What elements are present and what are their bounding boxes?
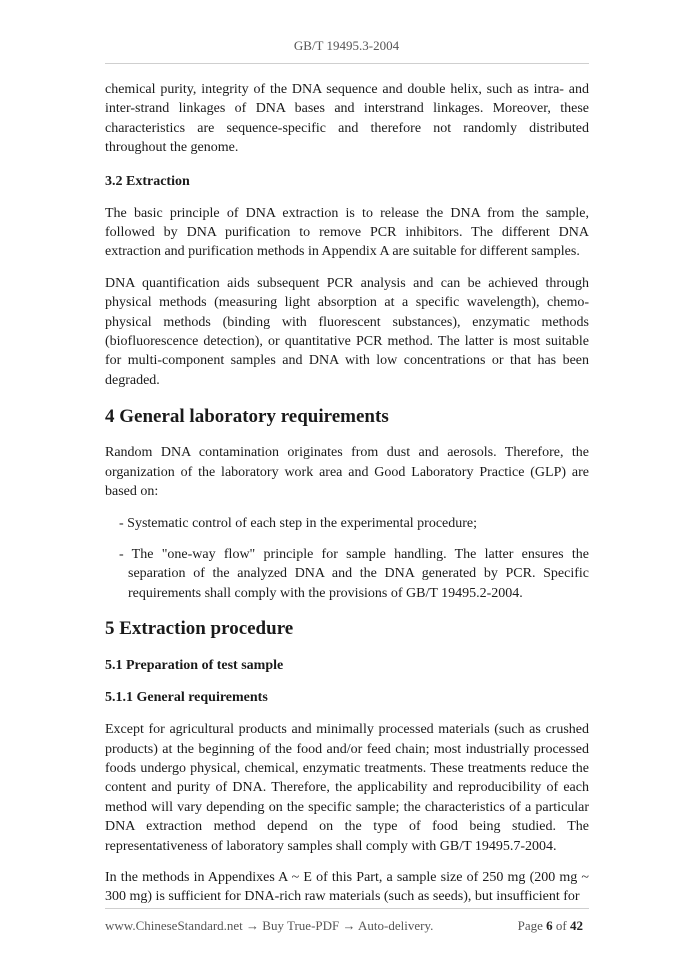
paragraph: The basic principle of DNA extraction is to release the DNA from the sample, followed by DNA purification to remove PCR inhibitors. The different DNA extraction and purification methods in Appendix A are suitable for different samples.: [105, 205, 589, 260]
paragraph: DNA quantification aids subsequent PCR analysis and can be achieved through physical methods (measuring light absorption at a specific wavelength), chemo-physical methods (binding with fluorescent substances), enzymatic methods (biofluorescence detection), or quantitative PCR method. The latter is most suitable for multi-component samples and DNA with low concentrations or that has been degraded.: [105, 275, 589, 388]
page-number: 6: [546, 918, 553, 933]
paragraph: In the methods in Appendixes A ~ E of this Part, a sample size of 250 mg (200 mg ~ 300 mg) is sufficient for DNA-rich raw materials (such as seeds), but insufficient for: [105, 869, 589, 905]
paragraph: chemical purity, integrity of the DNA sequence and double helix, such as intra- and inter-strand linkages of DNA bases and interstrand linkages. Moreover, these characteristics are sequence-specific and therefore not randomly distributed throughout the genome.: [105, 82, 589, 156]
document-body: [105, 80, 589, 907]
page-counter: [518, 918, 583, 934]
page-word: Page: [517, 918, 543, 933]
of-word: of: [555, 918, 567, 933]
paragraph: Random DNA contamination originates from dust and aerosols. Therefore, the organization of the laboratory work area and Good Laboratory Practice (GLP) are based on:: [105, 445, 589, 500]
header-divider: [105, 63, 589, 64]
section-heading-4: 4 General laboratory requirements: [105, 406, 389, 428]
section-heading-5-1-1: 5.1.1 General requirements: [105, 690, 268, 706]
section-heading-5: 5 Extraction procedure: [105, 618, 294, 640]
footer-link-text[interactable]: www.ChineseStandard.net → Buy True-PDF → Auto-delivery.: [105, 918, 434, 933]
section-heading-5-1: 5.1 Preparation of test sample: [105, 658, 284, 674]
list-item: - The "one-way flow" principle for sample handling. The latter ensures the separation of the analyzed DNA and the DNA generated by PCR. Specific requirements shall comply with the provisions of GB/T 19495.2-2004.: [119, 546, 589, 601]
list-item: - Systematic control of each step in the experimental procedure;: [119, 515, 478, 531]
footer-divider: [105, 908, 589, 909]
paragraph: Except for agricultural products and minimally processed materials (such as crushed products) at the beginning of the food and/or feed chain; most industrially processed foods undergo physical, chemical, enzymatic treatments. These treatments reduce the content and purity of DNA. Therefore, the applicability and reproducibility of each method will vary depending on the specific sample; the characteristics of a particular DNA extraction method depend on the type of food being studied. The representativeness of laboratory samples shall comply with GB/T 19495.7-2004.: [105, 722, 589, 854]
page-header: GB/T 19495.3-2004: [293, 38, 400, 53]
section-heading-3-2: 3.2 Extraction: [105, 173, 190, 189]
page-total: 42: [570, 918, 583, 933]
